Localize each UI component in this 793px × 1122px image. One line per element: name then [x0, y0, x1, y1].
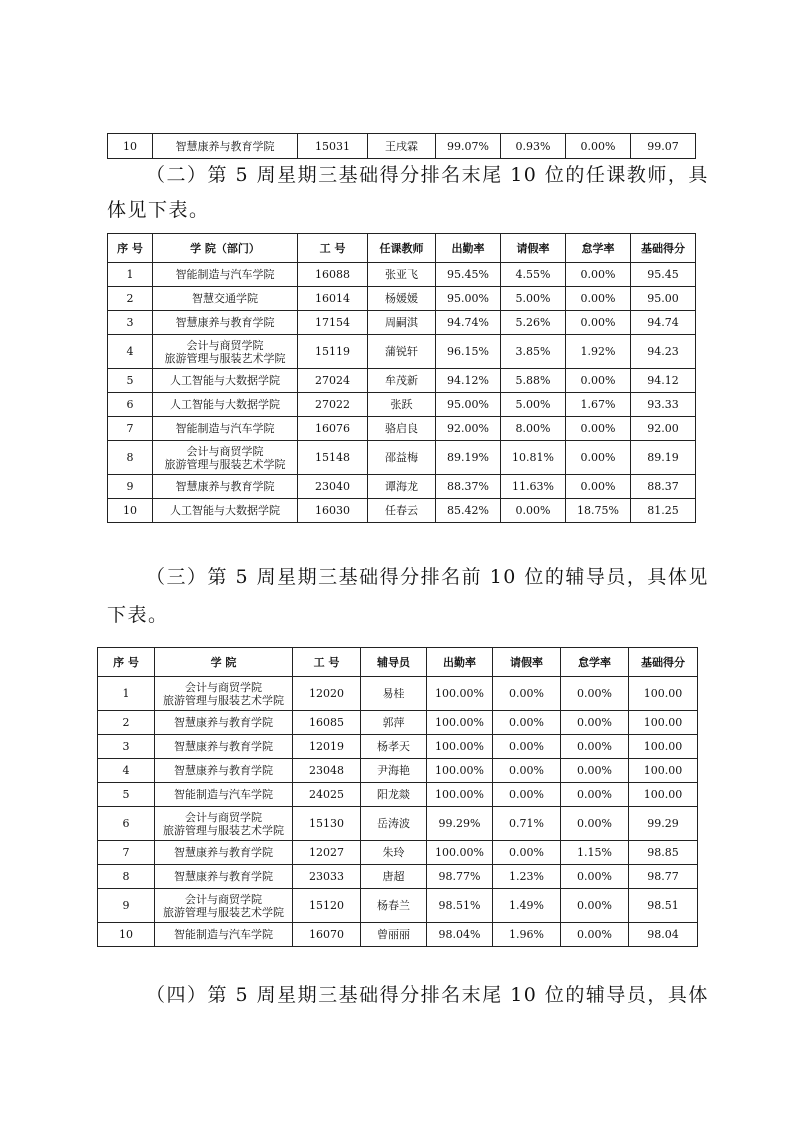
- cell-leave: 5.00%: [501, 287, 566, 311]
- cell-name: 王戌霖: [368, 134, 436, 159]
- cell-absence: 0.00%: [561, 711, 629, 735]
- header-id: 工 号: [293, 648, 361, 677]
- cell-name: 郭萍: [361, 711, 427, 735]
- cell-leave: 5.00%: [501, 393, 566, 417]
- cell-index: 10: [108, 499, 153, 523]
- cell-score: 94.23: [631, 335, 696, 369]
- cell-index: 1: [98, 677, 155, 711]
- cell-name: 骆启良: [368, 417, 436, 441]
- cell-college: 智慧康养与教育学院: [153, 311, 298, 335]
- cell-leave: 0.00%: [493, 841, 561, 865]
- cell-leave: 0.93%: [501, 134, 566, 159]
- cell-college: 智慧康养与教育学院: [155, 759, 293, 783]
- cell-college: 会计与商贸学院 旅游管理与服装艺术学院: [155, 677, 293, 711]
- cell-id: 12027: [293, 841, 361, 865]
- cell-leave: 0.00%: [493, 735, 561, 759]
- cell-leave: 0.00%: [493, 677, 561, 711]
- cell-id: 15130: [293, 807, 361, 841]
- table-row: [108, 263, 696, 287]
- cell-leave: 0.00%: [501, 499, 566, 523]
- header-id: 工 号: [298, 234, 368, 263]
- header-absence: 怠学率: [561, 648, 629, 677]
- cell-attendance: 98.51%: [427, 889, 493, 923]
- header-leave: 请假率: [501, 234, 566, 263]
- cell-attendance: 98.04%: [427, 923, 493, 947]
- cell-id: 16070: [293, 923, 361, 947]
- cell-attendance: 100.00%: [427, 783, 493, 807]
- cell-absence: 0.00%: [561, 783, 629, 807]
- cell-index: 5: [108, 369, 153, 393]
- cell-attendance: 95.00%: [436, 393, 501, 417]
- cell-index: 8: [108, 441, 153, 475]
- cell-score: 95.00: [631, 287, 696, 311]
- header-college: 学 院: [155, 648, 293, 677]
- header-college: 学 院（部门）: [153, 234, 298, 263]
- counselors-top10-table: [97, 647, 698, 947]
- cell-leave: 5.26%: [501, 311, 566, 335]
- table-header-row: [98, 648, 698, 677]
- cell-absence: 0.00%: [566, 311, 631, 335]
- cell-leave: 11.63%: [501, 475, 566, 499]
- cell-score: 94.74: [631, 311, 696, 335]
- cell-attendance: 94.12%: [436, 369, 501, 393]
- cell-attendance: 100.00%: [427, 759, 493, 783]
- section2-heading-line1: （二）第 5 周星期三基础得分排名末尾 10 位的任课教师，具: [146, 164, 709, 186]
- cell-attendance: 95.00%: [436, 287, 501, 311]
- cell-leave: 0.00%: [493, 711, 561, 735]
- header-attendance: 出勤率: [436, 234, 501, 263]
- cell-index: 3: [98, 735, 155, 759]
- header-score: 基础得分: [631, 234, 696, 263]
- table-row: [108, 311, 696, 335]
- cell-absence: 0.00%: [561, 677, 629, 711]
- cell-name: 杨春兰: [361, 889, 427, 923]
- header-index: 序 号: [108, 234, 153, 263]
- cell-id: 16085: [293, 711, 361, 735]
- cell-leave: 1.23%: [493, 865, 561, 889]
- cell-id: 23033: [293, 865, 361, 889]
- table-row: [108, 335, 696, 369]
- cell-college: 智慧交通学院: [153, 287, 298, 311]
- table-row: [108, 393, 696, 417]
- table-row: [108, 369, 696, 393]
- cell-score: 89.19: [631, 441, 696, 475]
- cell-leave: 1.96%: [493, 923, 561, 947]
- cell-score: 99.07: [631, 134, 696, 159]
- cell-attendance: 85.42%: [436, 499, 501, 523]
- table-row: [108, 499, 696, 523]
- cell-attendance: 95.45%: [436, 263, 501, 287]
- table-row: [98, 807, 698, 841]
- table-row: [98, 923, 698, 947]
- cell-attendance: 88.37%: [436, 475, 501, 499]
- table-row: [98, 677, 698, 711]
- cell-index: 2: [98, 711, 155, 735]
- cell-college: 智能制造与汽车学院: [155, 783, 293, 807]
- cell-name: 朱玲: [361, 841, 427, 865]
- cell-score: 99.29: [629, 807, 698, 841]
- cell-attendance: 99.07%: [436, 134, 501, 159]
- cell-name: 杨媛媛: [368, 287, 436, 311]
- cell-score: 95.45: [631, 263, 696, 287]
- cell-score: 98.51: [629, 889, 698, 923]
- cell-name: 曾丽丽: [361, 923, 427, 947]
- cell-absence: 0.00%: [561, 759, 629, 783]
- cell-score: 98.85: [629, 841, 698, 865]
- table-row: [98, 735, 698, 759]
- cell-absence: 1.15%: [561, 841, 629, 865]
- cell-index: 7: [108, 417, 153, 441]
- cell-name: 唐超: [361, 865, 427, 889]
- cell-college: 智能制造与汽车学院: [155, 923, 293, 947]
- cell-name: 牟茂新: [368, 369, 436, 393]
- cell-leave: 0.00%: [493, 783, 561, 807]
- cell-index: 7: [98, 841, 155, 865]
- cell-id: 17154: [298, 311, 368, 335]
- cell-college: 智慧康养与教育学院: [155, 865, 293, 889]
- table-header-row: [108, 234, 696, 263]
- cell-score: 94.12: [631, 369, 696, 393]
- cell-index: 6: [98, 807, 155, 841]
- table-row: [108, 417, 696, 441]
- cell-id: 15120: [293, 889, 361, 923]
- cell-absence: 0.00%: [561, 889, 629, 923]
- counselors-table-body: [98, 677, 698, 947]
- cell-leave: 3.85%: [501, 335, 566, 369]
- cell-id: 16014: [298, 287, 368, 311]
- cell-id: 15031: [298, 134, 368, 159]
- cell-leave: 0.00%: [493, 759, 561, 783]
- cell-attendance: 99.29%: [427, 807, 493, 841]
- cell-absence: 0.00%: [566, 134, 631, 159]
- cell-id: 27024: [298, 369, 368, 393]
- cell-index: 10: [108, 134, 153, 159]
- section3-heading-line1: （三）第 5 周星期三基础得分排名前 10 位的辅导员，具体见: [146, 566, 709, 588]
- cell-id: 23048: [293, 759, 361, 783]
- table-row: [108, 441, 696, 475]
- header-absence: 怠学率: [566, 234, 631, 263]
- cell-name: 岳涛波: [361, 807, 427, 841]
- cell-index: 3: [108, 311, 153, 335]
- cell-name: 杨孝天: [361, 735, 427, 759]
- header-teacher: 任课教师: [368, 234, 436, 263]
- cell-index: 4: [98, 759, 155, 783]
- cell-attendance: 89.19%: [436, 441, 501, 475]
- cell-leave: 8.00%: [501, 417, 566, 441]
- cell-score: 100.00: [629, 759, 698, 783]
- cell-index: 8: [98, 865, 155, 889]
- cell-score: 98.77: [629, 865, 698, 889]
- cell-absence: 18.75%: [566, 499, 631, 523]
- table-row: [98, 841, 698, 865]
- cell-attendance: 96.15%: [436, 335, 501, 369]
- cell-absence: 0.00%: [566, 475, 631, 499]
- cell-index: 4: [108, 335, 153, 369]
- cell-leave: 0.71%: [493, 807, 561, 841]
- table-row: [108, 475, 696, 499]
- cell-college: 智能制造与汽车学院: [153, 263, 298, 287]
- header-index: 序 号: [98, 648, 155, 677]
- cell-score: 100.00: [629, 783, 698, 807]
- cell-name: 谭海龙: [368, 475, 436, 499]
- cell-name: 阳龙燚: [361, 783, 427, 807]
- cell-index: 9: [108, 475, 153, 499]
- cell-attendance: 92.00%: [436, 417, 501, 441]
- cell-absence: 0.00%: [566, 263, 631, 287]
- cell-college: 智能制造与汽车学院: [153, 417, 298, 441]
- cell-name: 张亚飞: [368, 263, 436, 287]
- table-row: [98, 889, 698, 923]
- cell-score: 88.37: [631, 475, 696, 499]
- cell-name: 周嗣淇: [368, 311, 436, 335]
- cell-name: 尹海艳: [361, 759, 427, 783]
- cell-absence: 0.00%: [561, 807, 629, 841]
- table-row: [108, 134, 696, 159]
- cell-id: 16030: [298, 499, 368, 523]
- cell-absence: 1.92%: [566, 335, 631, 369]
- section4-heading-line1: （四）第 5 周星期三基础得分排名末尾 10 位的辅导员，具体: [146, 984, 709, 1006]
- header-leave: 请假率: [493, 648, 561, 677]
- cell-index: 10: [98, 923, 155, 947]
- cell-absence: 0.00%: [566, 417, 631, 441]
- cell-leave: 5.88%: [501, 369, 566, 393]
- cell-name: 张跃: [368, 393, 436, 417]
- cell-attendance: 100.00%: [427, 735, 493, 759]
- table-row: [108, 287, 696, 311]
- cell-name: 邵益梅: [368, 441, 436, 475]
- cell-id: 23040: [298, 475, 368, 499]
- cell-score: 92.00: [631, 417, 696, 441]
- cell-index: 1: [108, 263, 153, 287]
- cell-score: 98.04: [629, 923, 698, 947]
- header-score: 基础得分: [629, 648, 698, 677]
- cell-score: 100.00: [629, 735, 698, 759]
- cell-score: 93.33: [631, 393, 696, 417]
- cell-college: 人工智能与大数据学院: [153, 499, 298, 523]
- cell-index: 2: [108, 287, 153, 311]
- cell-id: 15148: [298, 441, 368, 475]
- cell-score: 100.00: [629, 677, 698, 711]
- cell-absence: 0.00%: [566, 441, 631, 475]
- header-counselor: 辅导员: [361, 648, 427, 677]
- cell-id: 27022: [298, 393, 368, 417]
- cell-index: 5: [98, 783, 155, 807]
- table-row: [98, 865, 698, 889]
- cell-id: 16088: [298, 263, 368, 287]
- cell-absence: 0.00%: [561, 865, 629, 889]
- cell-college: 会计与商贸学院 旅游管理与服装艺术学院: [153, 441, 298, 475]
- section2-heading-line2: 体见下表。: [107, 199, 210, 221]
- cell-college: 智慧康养与教育学院: [155, 735, 293, 759]
- cell-leave: 4.55%: [501, 263, 566, 287]
- cell-score: 81.25: [631, 499, 696, 523]
- cell-college: 会计与商贸学院 旅游管理与服装艺术学院: [155, 807, 293, 841]
- cell-college: 会计与商贸学院 旅游管理与服装艺术学院: [153, 335, 298, 369]
- cell-absence: 0.00%: [566, 369, 631, 393]
- cell-absence: 0.00%: [561, 923, 629, 947]
- cell-college: 智慧康养与教育学院: [153, 475, 298, 499]
- cell-attendance: 100.00%: [427, 711, 493, 735]
- cell-id: 12020: [293, 677, 361, 711]
- table-row: [98, 711, 698, 735]
- table-row: [98, 759, 698, 783]
- cell-index: 9: [98, 889, 155, 923]
- section3-heading-line2: 下表。: [107, 604, 169, 626]
- cell-name: 蒲锐轩: [368, 335, 436, 369]
- cell-absence: 1.67%: [566, 393, 631, 417]
- cell-id: 15119: [298, 335, 368, 369]
- cell-college: 人工智能与大数据学院: [153, 393, 298, 417]
- cell-attendance: 100.00%: [427, 677, 493, 711]
- cell-college: 智慧康养与教育学院: [155, 711, 293, 735]
- cell-id: 24025: [293, 783, 361, 807]
- cell-index: 6: [108, 393, 153, 417]
- cell-leave: 1.49%: [493, 889, 561, 923]
- teachers-table-body: [108, 263, 696, 523]
- cell-attendance: 94.74%: [436, 311, 501, 335]
- cell-absence: 0.00%: [561, 735, 629, 759]
- cell-college: 人工智能与大数据学院: [153, 369, 298, 393]
- cell-name: 任春云: [368, 499, 436, 523]
- cell-name: 易桂: [361, 677, 427, 711]
- cell-attendance: 100.00%: [427, 841, 493, 865]
- header-attendance: 出勤率: [427, 648, 493, 677]
- cell-score: 100.00: [629, 711, 698, 735]
- cell-leave: 10.81%: [501, 441, 566, 475]
- table-row: [98, 783, 698, 807]
- cell-id: 12019: [293, 735, 361, 759]
- cell-attendance: 98.77%: [427, 865, 493, 889]
- cell-college: 智慧康养与教育学院: [155, 841, 293, 865]
- cell-absence: 0.00%: [566, 287, 631, 311]
- cell-college: 会计与商贸学院 旅游管理与服装艺术学院: [155, 889, 293, 923]
- cell-college: 智慧康养与教育学院: [153, 134, 298, 159]
- previous-table-fragment: [107, 133, 696, 159]
- cell-id: 16076: [298, 417, 368, 441]
- teachers-bottom10-table: [107, 233, 696, 523]
